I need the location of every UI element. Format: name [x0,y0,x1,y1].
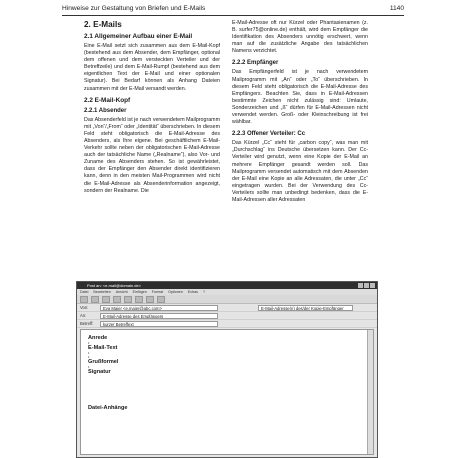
attach-icon[interactable] [146,296,154,303]
from-row [77,304,377,312]
bullet-icon: • [88,340,90,345]
menu-item[interactable]: Optionen [168,290,183,294]
to-field[interactable]: E-Mail-Adresse des Empfängers [100,313,218,319]
paragraph-2-2-2: Das Empfängerfeld ist je nach verwendetem Mailprogramm mit „An“ oder „To“ überschrieben. In diesem Feld steht obligatorisch die E-Mail-Adresse des Empfängers. Beachten Sie, dass in E-Mail-Adressen bestimmte Zeichen nicht zulässig sind: Umlaute, Sonderzeichen und „ß“ dürfen für E-Mail-Adressen nicht verwendet werden. Groß- oder Kleinschreibung ist frei wählbar. [232,69,368,126]
body-scrollbar[interactable] [367,330,373,454]
paragraph-2-2-1: Das Absenderfeld ist je nach verwendetem Mailprogramm mit „Von“/„From“ oder „Identität“ überschrieben. In diesem Feld steht obligatorisch die E-Mail-Adresse des Absenders, als Ihre eigene. Bei geschäftlichem E-Mail-Verkehr sollte neben der obligatorischen E-Mail-Adresse auch der tatsächliche Name („Realname“), also Vor- und Zuname des Absenders stehen. So ist gewährleistet, dass der Empfänger den Absender direkt identifizieren kann, denn in den meisten Mail-Programmen wird nicht die E-Mail-Adresse als Absenderinformation angezeigt, sondern der Realname. Die [84,116,220,194]
chapter-heading: 2. E-Mails [84,20,122,29]
paragraph-continued: E-Mail-Adresse oft nur Kürzel oder Phantasienamen (z. B. surfer75@online.de) enthält, wird dem Empfänger die Identifikation des Absenders unnötig erschwert, wenn man auf die zusätzliche Angabe des tatsächlichen Namens verzichtet. [232,20,368,55]
from-field[interactable]: Eva Maier <e.maier@abc.com> [100,305,218,311]
page-number: 1140 [389,5,404,12]
running-title: Hinweise zur Gestaltung von Briefen und E-Mails [62,5,206,12]
subject-row [77,320,377,328]
subject-label: Betreff: [80,321,94,326]
mail-window-screenshot [76,281,378,458]
mail-body[interactable] [80,329,374,455]
body-attachments: Datei-Anhänge [88,405,128,411]
section-heading-2-2-2: 2.2.2 Empfänger [232,60,279,67]
section-heading-2-2-3: 2.2.3 Offener Verteiler: Cc [232,131,306,138]
from-label: Von: [80,305,89,310]
subject-field[interactable]: kurzer Betreffext [100,321,218,327]
minimize-icon[interactable] [358,283,363,288]
body-signature: Signatur [88,369,111,375]
send-icon[interactable] [80,296,88,303]
mail-toolbar [77,295,377,304]
body-text: E-Mail-Text [88,345,118,351]
paragraph-2-1: Eine E-Mail setzt sich zusammen aus dem E-Mail-Kopf (bestehend aus dem Absender, dem Empfänger, optional dem offenen und dem versteckten Verteiler und der Betreffzeile) und dem E-Mail-Rumpf (bestehend aus dem eigentlichen Text der E-Mail und einer optionalen Signatur). Bei Bedarf können als Anhang Dateien zusammen mit der E-Mail versandt werden. [84,43,220,92]
paste-icon[interactable] [113,296,121,303]
to-label: An: [80,313,87,318]
menu-item[interactable]: Bearbeiten [93,290,111,294]
section-heading-2-2-1: 2.2.1 Absender [84,107,127,114]
paragraph-2-2-3: Das Kürzel „Cc“ steht für „carbon copy“, was man mit „Durchschlag“ ins Deutsche übersetzen kann. Der Cc-Verteiler wird genutzt, wenn eine Kopie der E-Mail an mehrere Empfänger gesandt werden soll. Das Mailprogramm versendet automatisch mit dem Absenden der E-Mail eine Kopie an alle Adressaten, die unter „Cc“ eingetragen wurden. Bei der Verwendung des Cc-Verteilers sollte man unbedingt bedenken, dass die E-Mail-Adressen aller Adressaten [232,140,368,203]
menu-item[interactable]: Datei [80,290,89,294]
to-row [77,312,377,320]
menu-item[interactable]: Einfügen [132,290,147,294]
mail-window-title: Post an: <e-mail@domain.de> [87,283,142,288]
body-closing: Grußformel [88,359,119,365]
menu-item[interactable]: Extras [187,290,198,294]
priority-icon[interactable] [157,296,165,303]
cc-field[interactable]: E-Mail-Adresse(n) des/der Kopie-Empfänger [258,305,353,311]
menu-item[interactable]: Ansicht [115,290,128,294]
undo-icon[interactable] [124,296,132,303]
menu-item[interactable]: Format [151,290,164,294]
left-column [84,20,220,199]
body-salutation: Anrede [88,335,108,341]
page-header [62,3,404,16]
maximize-icon[interactable] [364,283,369,288]
section-heading-2-1: 2.1 Allgemeiner Aufbau einer E-Mail [84,33,193,40]
bullet-icon: • [88,354,90,359]
cut-icon[interactable] [91,296,99,303]
close-icon[interactable] [370,283,375,288]
copy-icon[interactable] [102,296,110,303]
mail-window-titlebar [77,282,377,289]
bullet-icon: • [88,364,90,369]
menu-item[interactable]: ? [202,290,205,294]
bullet-icon: • [88,350,90,355]
check-names-icon[interactable] [135,296,143,303]
right-column [232,20,368,208]
section-heading-2-2: 2.2 E-Mail-Kopf [84,96,131,104]
